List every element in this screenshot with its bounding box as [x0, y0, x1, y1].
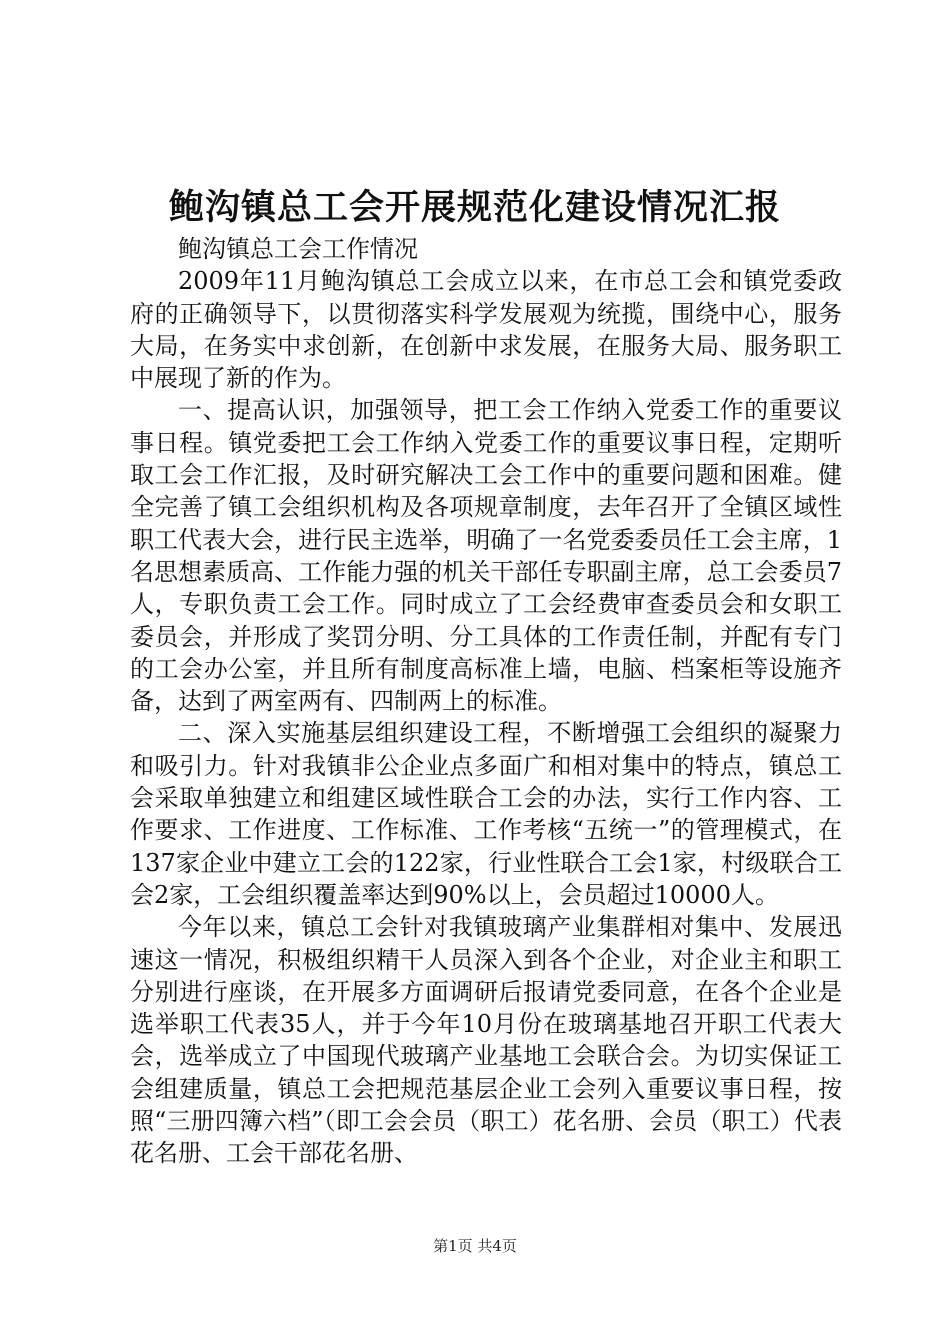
paragraph-section-1: 一、提高认识，加强领导，把工会工作纳入党委工作的重要议事日程。镇党委把工会工作纳入党委工作的重要议事日程，定期听取工会工作汇报，及时研究解决工会工作中的重要问题和困难。健全完善了镇工会组织机构及各项规章制度，去年召开了全镇区域性职工代表大会，进行民主选举，明确了一名党委委员任工会主席，1名思想素质高、工作能力强的机关干部任专职副主席，总工会委员7人，专职负责工会工作。同时成立了工会经费审查委员会和女职工委员会，并形成了奖罚分明、分工具体的工作责任制，并配有专门的工会办公室，并且所有制度高标准上墙，电脑、档案柜等设施齐备，达到了两室两有、四制两上的标准。 — [130, 396, 842, 716]
document-body — [130, 233, 842, 1170]
section-heading: 鲍沟镇总工会工作情况 — [178, 235, 418, 263]
page-footer: 第1页 共4页 — [433, 1237, 517, 1255]
paragraph-this-year: 今年以来，镇总工会针对我镇玻璃产业集群相对集中、发展迅速这一情况，积极组织精干人员深入到各个企业，对企业主和职工分别进行座谈，在开展多方面调研后报请党委同意，在各个企业是选举职工代表35人，并于今年10月份在玻璃基地召开职工代表大会，选举成立了中国现代玻璃产业基地工会联合会。为切实保证工会组建质量，镇总工会把规范基层企业工会列入重要议事日程，按照“三册四簿六档”（即工会会员（职工）花名册、会员（职工）代表花名册、工会干部花名册、 — [130, 913, 842, 1168]
paragraph-intro: 2009年11月鲍沟镇总工会成立以来，在市总工会和镇党委政府的正确领导下，以贯彻落实科学发展观为统揽，围绕中心，服务大局，在务实中求创新，在创新中求发展，在服务大局、服务职工中展现了新的作为。 — [130, 267, 842, 393]
document-title: 鲍沟镇总工会开展规范化建设情况汇报 — [168, 187, 781, 228]
paragraph-section-2: 二、深入实施基层组织建设工程，不断增强工会组织的凝聚力和吸引力。针对我镇非公企业点多面广和相对集中的特点，镇总工会采取单独建立和组建区域性联合工会的办法，实行工作内容、工作要求、工作进度、工作标准、工作考核“五统一”的管理模式，在137家企业中建立工会的122家，行业性联合工会1家，村级联合工会2家，工会组织覆盖率达到90%以上，会员超过10000人。 — [130, 719, 842, 909]
